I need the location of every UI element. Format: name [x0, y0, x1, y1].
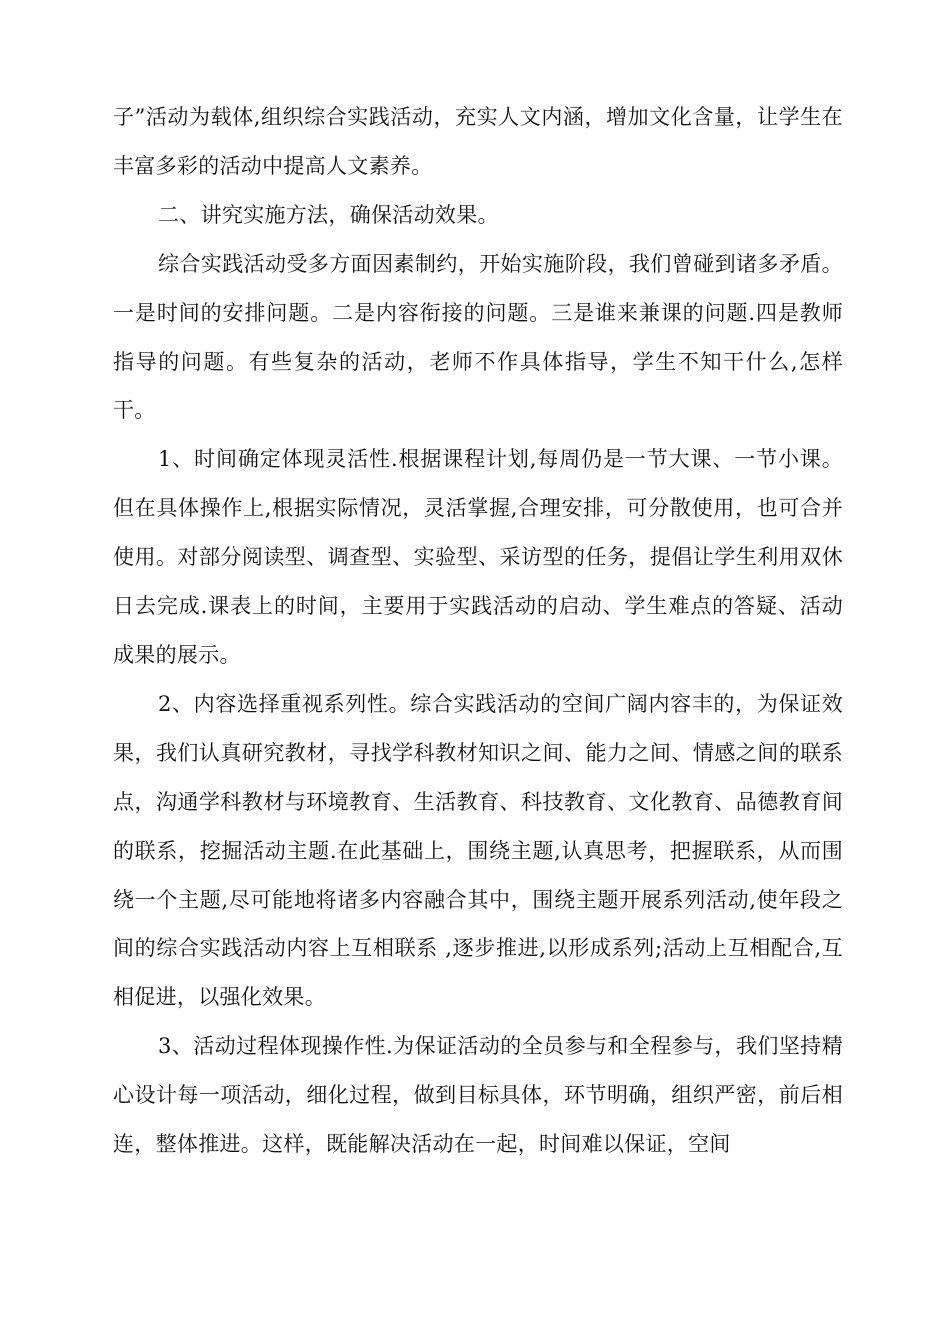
- section-heading: 二、讲究实施方法，确保活动效果。: [158, 202, 499, 227]
- paragraph-item-1: 1、时间确定体现灵活性.根据课程计划,每周仍是一节大课、一节小课。但在具体操作上,根据实际情况，灵活掌握,合理安排，可分散使用，也可合并使用。对部分阅读型、调查型、实验型、采访型的任务，提倡让学生利用双休日去完成.课表上的时间，主要用于实践活动的启动、学生难点的答疑、活动成果的展示。: [113, 447, 843, 667]
- paragraph-item-2: 2、内容选择重视系列性。综合实践活动的空间广阔内容丰的，为保证效果，我们认真研究教材，寻找学科教材知识之间、能力之间、情感之间的联系点，沟通学科教材与环境教育、生活教育、科技教育、文化教育、品德教育间的联系，挖掘活动主题.在此基础上，围绕主题,认真思考，把握联系，从而围绕一个主题,尽可能地将诸多内容融合其中，围绕主题开展系列活动,使年段之间的综合实践活动内容上互相联系 ,逐步推进,以形成系列;活动上互相配合,互相促进，以强化效果。: [113, 691, 843, 1010]
- paragraph-item-3: 3、活动过程体现操作性.为保证活动的全员参与和全程参与，我们坚持精心设计每一项活动，细化过程，做到目标具体，环节明确，组织严密，前后相连，整体推进。这样，既能解决活动在一起，时间难以保证，空间: [113, 1034, 843, 1157]
- paragraph-continuation: 子”活动为载体,组织综合实践活动，充实人文内涵，增加文化含量，让学生在丰富多彩的活动中提高人文素养。: [113, 105, 843, 178]
- document-body: [113, 93, 843, 1169]
- paragraph-intro: 综合实践活动受多方面因素制约，开始实施阶段，我们曾碰到诸多矛盾。一是时间的安排问题。二是内容衔接的问题。三是谁来兼课的问题.四是教师指导的问题。有些复杂的活动，老师不作具体指导，学生不知干什么,怎样干。: [113, 251, 843, 423]
